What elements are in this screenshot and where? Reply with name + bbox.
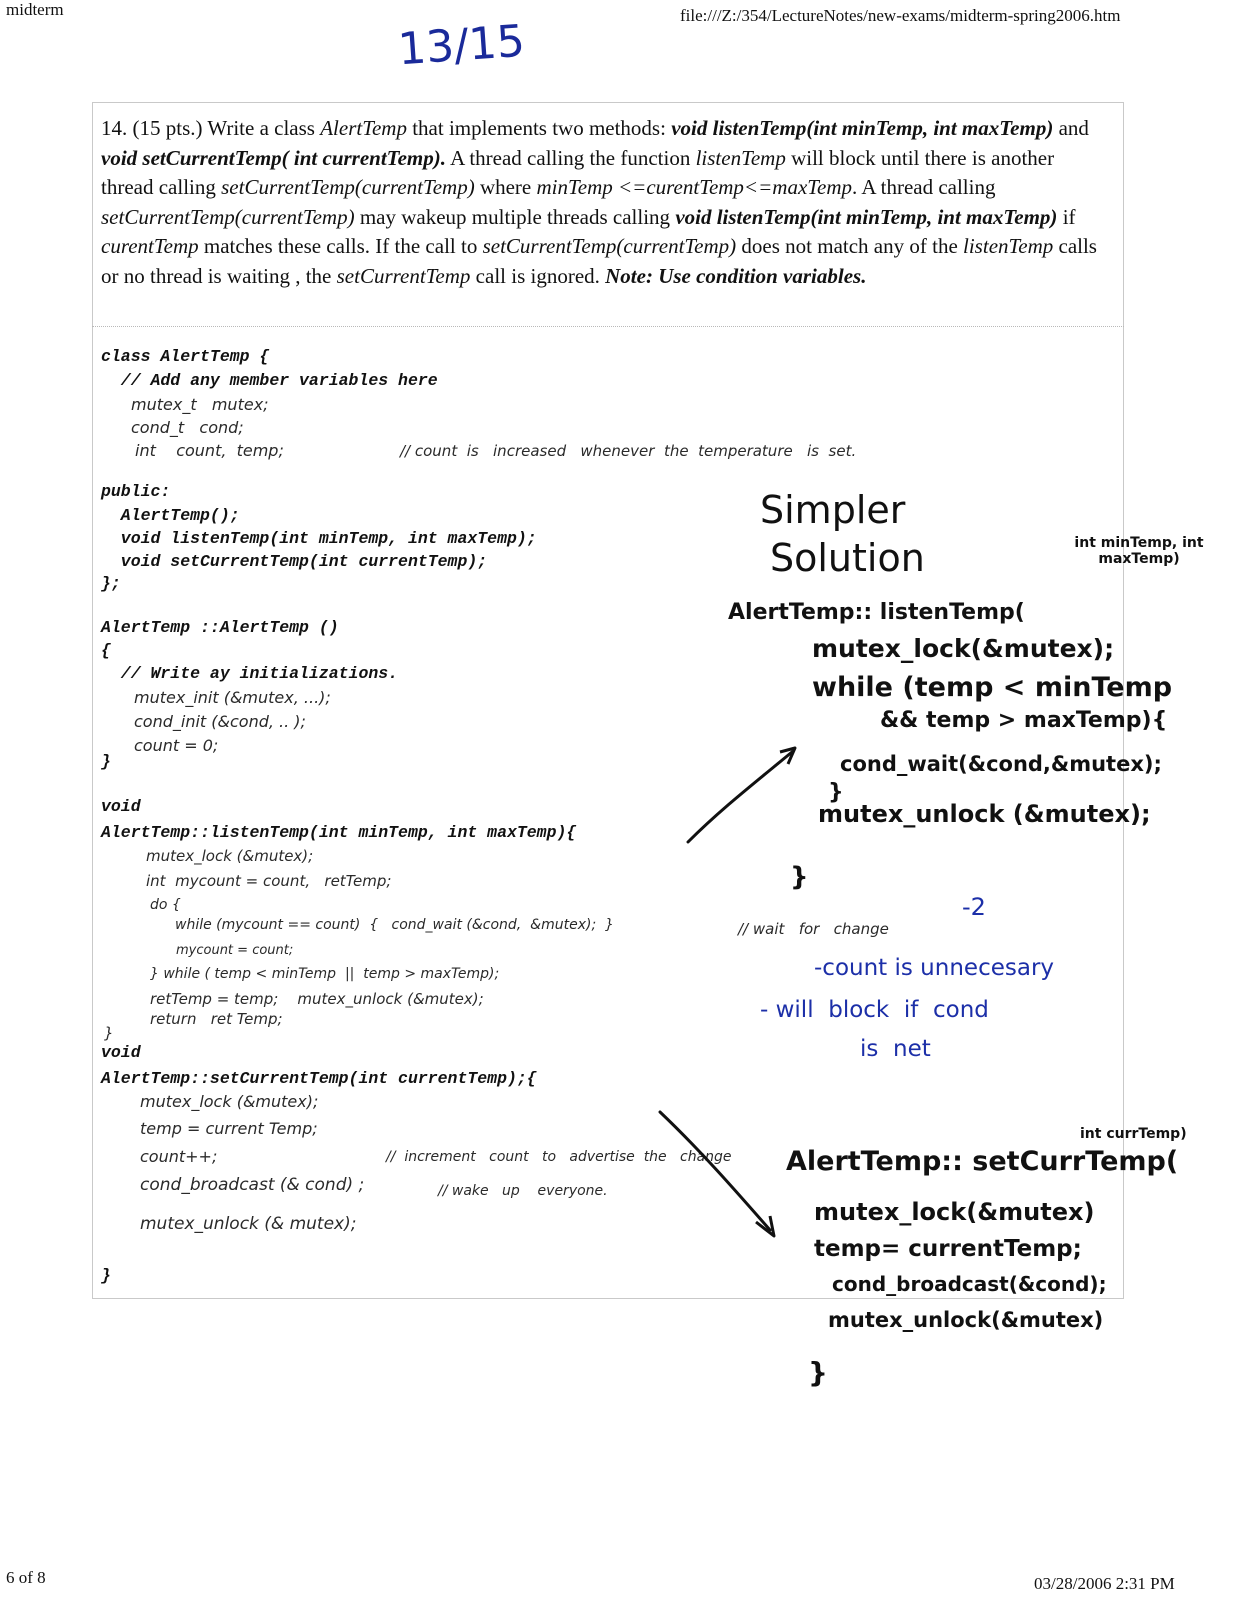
q-method-8: setCurrentTemp(currentTemp) <box>482 234 737 258</box>
solution-listen-params: int minTemp, int maxTemp) <box>1074 535 1204 567</box>
q-method-7: curentTemp <box>101 234 199 258</box>
code-void-1: void <box>101 797 141 816</box>
solution-set-sig: AlertTemp:: setCurrTemp( <box>786 1146 1179 1177</box>
footer-page: 6 of 8 <box>6 1568 46 1587</box>
solution-listen-5: } <box>828 780 844 805</box>
hw-member-2: cond_t cond; <box>131 418 244 437</box>
q-text-3: and <box>1053 116 1089 140</box>
solution-set-3: cond_broadcast(&cond); <box>832 1272 1107 1296</box>
header-title: midterm <box>6 0 64 19</box>
question-number: 14. (15 pts.) <box>101 116 203 140</box>
code-init-comment: // Write ay initializations. <box>101 664 399 683</box>
grader-deduction: -2 <box>962 893 986 921</box>
q-method-10: setCurrentTemp <box>336 263 471 288</box>
solution-set-params: int currTemp) <box>1080 1126 1187 1142</box>
q-method-3: listenTemp <box>695 145 786 170</box>
solution-set-5: } <box>808 1356 828 1389</box>
code-listen-decl: void listenTemp(int minTemp, int maxTemp); <box>101 529 537 548</box>
hw-listen-2: int mycount = count, retTemp; <box>146 872 392 890</box>
code-public: public: <box>101 482 171 501</box>
q-text-2: that implements two methods: <box>406 116 672 140</box>
q-class-name: AlertTemp <box>320 116 407 140</box>
hw-count-comment: // count is increased whenever the temperature is set. <box>400 442 857 460</box>
q-text-8: may wakeup multiple threads calling <box>354 204 676 229</box>
q-method-4: setCurrentTemp(currentTemp) <box>221 175 475 199</box>
q-text-12: calls or no thread is waiting , the <box>101 234 1097 288</box>
grader-note-2: - will block if cond <box>760 997 989 1023</box>
hw-member-1: mutex_t mutex; <box>131 395 269 414</box>
q-text-10: matches these calls. If the call to <box>198 234 483 258</box>
solution-title-1: Simpler <box>760 488 906 532</box>
q-method-2: void setCurrentTemp( int currentTemp). <box>101 145 446 170</box>
code-class-end: }; <box>101 574 121 593</box>
q-text-11: does not match any of the <box>736 234 964 258</box>
solution-listen-2: while (temp < minTemp <box>812 672 1173 703</box>
hw-listen-7: retTemp = temp; mutex_unlock (&mutex); <box>150 990 484 1008</box>
hw-wake-comment: // wake up everyone. <box>438 1183 608 1199</box>
solution-listen-sig: AlertTemp:: listenTemp( <box>728 600 1025 625</box>
code-listen-def: AlertTemp::listenTemp(int minTemp, int maxTemp){ <box>101 823 577 842</box>
q-text-1: Write a class <box>202 116 321 140</box>
q-note: Note: Use condition variables. <box>605 263 867 288</box>
hw-incr-comment: // increment count to advertise the change <box>386 1149 732 1165</box>
code-brace-close: } <box>101 752 111 771</box>
q-text-7: . A thread calling <box>852 175 996 199</box>
q-method-9: listenTemp <box>963 234 1054 258</box>
hw-listen-4: while (mycount == count) { cond_wait (&cond, &mutex); } <box>175 917 614 933</box>
code-ctor-decl: AlertTemp(); <box>101 506 240 525</box>
solution-listen-1: mutex_lock(&mutex); <box>812 634 1115 663</box>
q-method-6: void listenTemp(int minTemp, int maxTemp) <box>675 204 1058 229</box>
code-class-decl: class AlertTemp { <box>101 347 270 366</box>
hw-member-3: int count, temp; <box>135 441 284 460</box>
solution-title-2: Solution <box>770 536 925 580</box>
q-text-9: if <box>1057 204 1076 229</box>
hw-listen-8: return ret Temp; <box>150 1010 283 1028</box>
hw-ctor-3: count = 0; <box>134 736 219 755</box>
grader-note-3: is net <box>860 1036 931 1062</box>
solution-set-1: mutex_lock(&mutex) <box>814 1198 1095 1226</box>
q-text-4: A thread calling the function <box>445 145 696 170</box>
arrow-to-listen <box>688 752 792 842</box>
q-method-1: void listenTemp(int minTemp, int maxTemp) <box>671 116 1054 140</box>
hw-ctor-1: mutex_init (&mutex, ...); <box>134 688 331 707</box>
hw-listen-6: } while ( temp < minTemp || temp > maxTemp); <box>150 966 500 982</box>
code-brace-close-2: } <box>101 1266 111 1285</box>
hw-set-3: count++; <box>140 1147 218 1166</box>
code-set-decl: void setCurrentTemp(int currentTemp); <box>101 552 488 571</box>
solution-set-4: mutex_unlock(&mutex) <box>828 1308 1104 1332</box>
code-set-def: AlertTemp::setCurrentTemp(int currentTemp);{ <box>101 1069 537 1088</box>
code-brace-open: { <box>101 641 111 660</box>
hw-listen-5: mycount = count; <box>176 943 294 958</box>
code-member-comment: // Add any member variables here <box>101 371 438 390</box>
hw-set-1: mutex_lock (&mutex); <box>140 1092 319 1111</box>
grader-note-1: -count is unnecesary <box>814 955 1055 981</box>
q-text-5: will block until there is another thread calling <box>101 145 1055 199</box>
hw-listen-3: do { <box>150 897 181 913</box>
solution-set-2: temp= currentTemp; <box>814 1236 1082 1262</box>
hw-listen-1: mutex_lock (&mutex); <box>146 847 314 865</box>
solution-listen-3: && temp > maxTemp){ <box>880 708 1168 733</box>
solution-listen-4: cond_wait(&cond,&mutex); <box>840 752 1162 776</box>
hw-set-2: temp = current Temp; <box>140 1119 318 1138</box>
hw-set-4: cond_broadcast (& cond) ; <box>140 1175 365 1195</box>
footer-datetime: 03/28/2006 2:31 PM <box>1034 1574 1175 1593</box>
arrow-to-set <box>660 1112 770 1230</box>
code-ctor-def: AlertTemp ::AlertTemp () <box>101 618 339 637</box>
hw-wait-comment: // wait for change <box>738 920 889 938</box>
q-text-6: where <box>474 175 537 199</box>
q-text-13: call is ignored. <box>470 263 606 288</box>
hw-set-5: mutex_unlock (& mutex); <box>140 1214 357 1234</box>
header-url: file:///Z:/354/LectureNotes/new-exams/midterm-spring2006.htm <box>680 6 1121 25</box>
q-method-5: setCurrentTemp(currentTemp) <box>101 204 355 229</box>
solution-listen-7: } <box>790 862 809 892</box>
score-mark: 13/15 <box>396 15 527 76</box>
q-cond-expr: minTemp <=curentTemp<=maxTemp <box>536 175 853 199</box>
hw-ctor-2: cond_init (&cond, .. ); <box>134 712 306 731</box>
solution-listen-6: mutex_unlock (&mutex); <box>818 800 1151 828</box>
hw-listen-9: } <box>104 1024 114 1042</box>
code-void-2: void <box>101 1043 141 1062</box>
